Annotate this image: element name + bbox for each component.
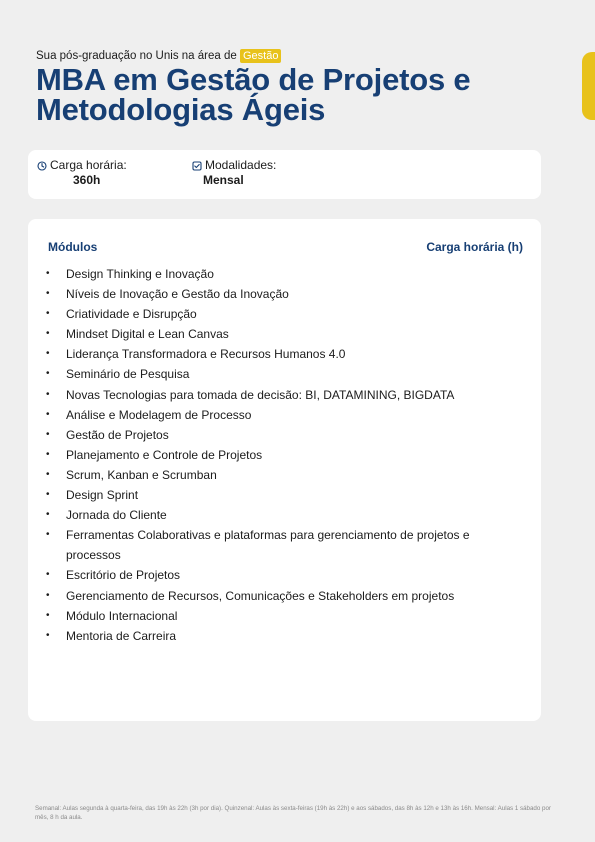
modality-label-row <box>192 158 276 173</box>
bullet-icon: • <box>46 489 50 501</box>
module-item <box>46 505 523 525</box>
course-info-card <box>28 150 541 199</box>
module-name: Escritório de Projetos <box>66 568 181 583</box>
side-accent-tab <box>582 52 595 120</box>
module-name: Gerenciamento de Recursos, Comunicações e Stakeholders em projetos <box>66 588 455 603</box>
module-item <box>46 465 523 485</box>
bullet-icon: • <box>46 268 50 279</box>
modules-list <box>46 264 523 646</box>
module-name: Design Thinking e Inovação <box>66 267 214 281</box>
module-name: Ferramentas Colaborativas e plataformas para gerenciamento de projetos e processos <box>66 528 470 563</box>
module-item <box>46 284 523 304</box>
bullet-icon: • <box>46 468 50 480</box>
bullet-icon: • <box>46 368 50 380</box>
modality-info <box>192 158 276 188</box>
workload-column-title: Carga horária (h) <box>426 240 523 254</box>
bullet-icon: • <box>46 509 50 521</box>
bullet-icon: • <box>46 448 50 460</box>
module-name: Design Sprint <box>66 488 139 503</box>
schedule-footnote: Semanal: Aulas segunda à quarta-feira, das 19h às 22h (3h por dia). Quinzenal: Aulas às sexta-feiras (19h às 22h) e aos sábados, das 8h às 12h e 13h às 16h. Mensal: Aulas 1 sábado por mês, 8 h da aula. <box>35 805 551 821</box>
page-header <box>36 48 556 125</box>
module-item <box>46 364 523 384</box>
module-name: Criatividade e Disrupção <box>66 307 197 322</box>
bullet-icon: • <box>46 609 50 621</box>
bullet-icon: • <box>46 328 50 340</box>
module-item <box>46 525 523 565</box>
bullet-icon: • <box>46 348 50 360</box>
title-line-1: MBA em Gestão de Projetos e <box>36 62 471 97</box>
module-name: Mindset Digital e Lean Canvas <box>66 327 229 342</box>
module-name: Mentoria de Carreira <box>66 628 177 643</box>
bullet-icon: • <box>46 589 50 601</box>
modality-label: Modalidades: <box>205 158 277 172</box>
bullet-icon: • <box>46 288 50 300</box>
module-item <box>46 324 523 344</box>
workload-label-row <box>37 158 127 173</box>
checkbox-icon <box>192 161 202 171</box>
module-item <box>46 264 523 284</box>
module-item <box>46 565 523 585</box>
modules-column-title: Módulos <box>48 240 98 254</box>
bullet-icon: • <box>46 388 50 400</box>
modules-header <box>48 240 523 254</box>
module-name: Scrum, Kanban e Scrumban <box>66 467 217 482</box>
module-item <box>46 445 523 465</box>
module-item <box>46 606 523 626</box>
module-item <box>46 586 523 606</box>
module-name: Seminário de Pesquisa <box>66 367 190 382</box>
page-title <box>36 62 556 127</box>
module-name: Novas Tecnologias para tomada de decisão: BI, DATAMINING, BIGDATA <box>66 387 455 402</box>
module-item <box>46 304 523 324</box>
module-name: Liderança Transformadora e Recursos Humanos 4.0 <box>66 347 346 362</box>
bullet-icon: • <box>46 569 50 581</box>
bullet-icon: • <box>46 629 50 641</box>
module-name: Planejamento e Controle de Projetos <box>66 447 263 462</box>
bullet-icon: • <box>46 428 50 440</box>
module-item <box>46 626 523 646</box>
workload-value: 360h <box>73 173 101 187</box>
workload-label: Carga horária: <box>50 158 127 172</box>
area-badge: Gestão <box>240 49 281 63</box>
module-name: Gestão de Projetos <box>66 427 169 442</box>
workload-info <box>37 158 127 188</box>
module-name: Níveis de Inovação e Gestão da Inovação <box>66 287 289 302</box>
modules-card <box>28 219 541 721</box>
module-name: Módulo Internacional <box>66 608 178 623</box>
bullet-icon: • <box>46 408 50 420</box>
clock-icon <box>37 161 47 171</box>
module-name: Jornada do Cliente <box>66 508 167 523</box>
intro-text: Sua pós-graduação no Unis na área de <box>36 50 237 62</box>
modality-value: Mensal <box>203 173 244 187</box>
module-name: Análise e Modelagem de Processo <box>66 407 252 422</box>
module-item <box>46 425 523 445</box>
module-item <box>46 485 523 505</box>
module-item <box>46 344 523 364</box>
bullet-icon: • <box>46 308 50 320</box>
title-line-2: Metodologias Ágeis <box>36 92 326 127</box>
module-item <box>46 385 523 405</box>
bullet-icon: • <box>46 529 50 541</box>
module-item <box>46 405 523 425</box>
